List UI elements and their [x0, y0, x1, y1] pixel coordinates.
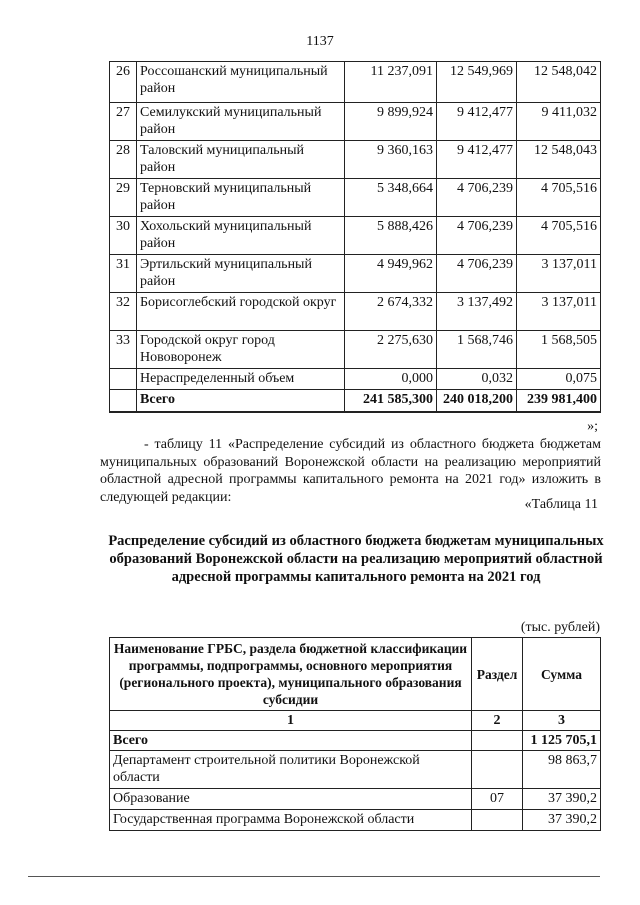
- row-number: 28: [110, 141, 137, 179]
- value-col-2: 4 706,239: [437, 255, 517, 293]
- value-col-2: 1 568,746: [437, 331, 517, 369]
- municipality-name: Борисоглебский городской округ: [137, 293, 345, 331]
- value-col-1: 11 237,091: [345, 62, 437, 103]
- row-number: 26: [110, 62, 137, 103]
- row-amount: 98 863,7: [523, 751, 601, 789]
- row-name: Образование: [110, 789, 472, 810]
- value-col-1: 2 275,630: [345, 331, 437, 369]
- municipality-name: Таловский муниципальный район: [137, 141, 345, 179]
- row-number: 27: [110, 103, 137, 141]
- value-col-2: 9 412,477: [437, 103, 517, 141]
- value-col-3: 1 568,505: [517, 331, 601, 369]
- table-label: «Таблица 11: [524, 497, 598, 512]
- row-number: 29: [110, 179, 137, 217]
- value-col-3: 12 548,043: [517, 141, 601, 179]
- unallocated-label: Нераспределенный объем: [137, 369, 345, 390]
- table-row: [110, 789, 601, 810]
- value-col-1: 5 348,664: [345, 179, 437, 217]
- row-number: 32: [110, 293, 137, 331]
- row-number: 33: [110, 331, 137, 369]
- table-row: [110, 751, 601, 789]
- table-row: [110, 369, 601, 390]
- municipality-name: Россошанский муниципальный район: [137, 62, 345, 103]
- subsidy-table-11: [109, 637, 601, 831]
- value-col-1: 0,000: [345, 369, 437, 390]
- value-col-1: 4 949,962: [345, 255, 437, 293]
- footer-rule: [28, 876, 600, 877]
- value-col-2: 3 137,492: [437, 293, 517, 331]
- column-index: 3: [523, 711, 601, 731]
- table-row: [110, 179, 601, 217]
- header-row: [110, 638, 601, 711]
- value-col-3: 9 411,032: [517, 103, 601, 141]
- table-row: [110, 62, 601, 103]
- row-amount: 37 390,2: [523, 789, 601, 810]
- page-number: 1137: [306, 34, 334, 49]
- value-col-1: 2 674,332: [345, 293, 437, 331]
- value-col-2: 9 412,477: [437, 141, 517, 179]
- header-amount: Сумма: [523, 638, 601, 711]
- row-section: [472, 810, 523, 831]
- total-row: [110, 390, 601, 412]
- value-col-1: 5 888,426: [345, 217, 437, 255]
- subsidy-table-10: [109, 61, 601, 413]
- value-col-2: 4 706,239: [437, 217, 517, 255]
- row-section: [472, 731, 523, 751]
- municipality-name: Терновский муниципальный район: [137, 179, 345, 217]
- table-row: [110, 141, 601, 179]
- total-value-3: 239 981,400: [517, 390, 601, 412]
- row-amount: 1 125 705,1: [523, 731, 601, 751]
- row-section: [472, 751, 523, 789]
- table-row: [110, 103, 601, 141]
- amendment-text: - таблицу 11 «Распределение субсидий из областного бюджета бюджетам муниципальных образований Воронежской области на реализацию мероприятий областной адресной программы капитального ремонта на 2021 год» изложить в следующей редакции:: [100, 437, 601, 505]
- closing-quote: »;: [587, 419, 598, 434]
- value-col-3: 3 137,011: [517, 293, 601, 331]
- value-col-3: 3 137,011: [517, 255, 601, 293]
- total-label: Всего: [137, 390, 345, 412]
- table-row: [110, 731, 601, 751]
- value-col-3: 0,075: [517, 369, 601, 390]
- municipality-name: Городской округ город Нововоронеж: [137, 331, 345, 369]
- column-index: 2: [472, 711, 523, 731]
- total-value-1: 241 585,300: [345, 390, 437, 412]
- value-col-1: 9 360,163: [345, 141, 437, 179]
- row-number: 31: [110, 255, 137, 293]
- row-number: 30: [110, 217, 137, 255]
- value-col-3: 12 548,042: [517, 62, 601, 103]
- header-section: Раздел: [472, 638, 523, 711]
- municipality-name: Семилукский муниципальный район: [137, 103, 345, 141]
- value-col-3: 4 705,516: [517, 179, 601, 217]
- municipality-name: Хохольский муниципальный район: [137, 217, 345, 255]
- total-value-2: 240 018,200: [437, 390, 517, 412]
- value-col-2: 4 706,239: [437, 179, 517, 217]
- value-col-3: 4 705,516: [517, 217, 601, 255]
- row-name: Всего: [110, 731, 472, 751]
- municipality-name: Эртильский муниципальный район: [137, 255, 345, 293]
- column-index-row: [110, 711, 601, 731]
- row-name: Государственная программа Воронежской области: [110, 810, 472, 831]
- table-heading: Распределение субсидий из областного бюджета бюджетам муниципальных образований Воронежской области на реализацию мероприятий областной адресной программы капитального ремонта на 2021 год: [108, 533, 604, 585]
- units-label: (тыс. рублей): [520, 620, 600, 635]
- column-index: 1: [110, 711, 472, 731]
- amendment-paragraph: [100, 436, 601, 506]
- row-name: Департамент строительной политики Воронежской области: [110, 751, 472, 789]
- header-name: Наименование ГРБС, раздела бюджетной классификации программы, подпрограммы, основного мероприятия (регионального проекта), муниципального образования субсидии: [110, 638, 472, 711]
- value-col-1: 9 899,924: [345, 103, 437, 141]
- value-col-2: 12 549,969: [437, 62, 517, 103]
- row-amount: 37 390,2: [523, 810, 601, 831]
- table-row: [110, 810, 601, 831]
- table-row: [110, 255, 601, 293]
- row-number: [110, 369, 137, 390]
- table-row: [110, 293, 601, 331]
- table-row: [110, 217, 601, 255]
- table-row: [110, 331, 601, 369]
- value-col-2: 0,032: [437, 369, 517, 390]
- row-section: 07: [472, 789, 523, 810]
